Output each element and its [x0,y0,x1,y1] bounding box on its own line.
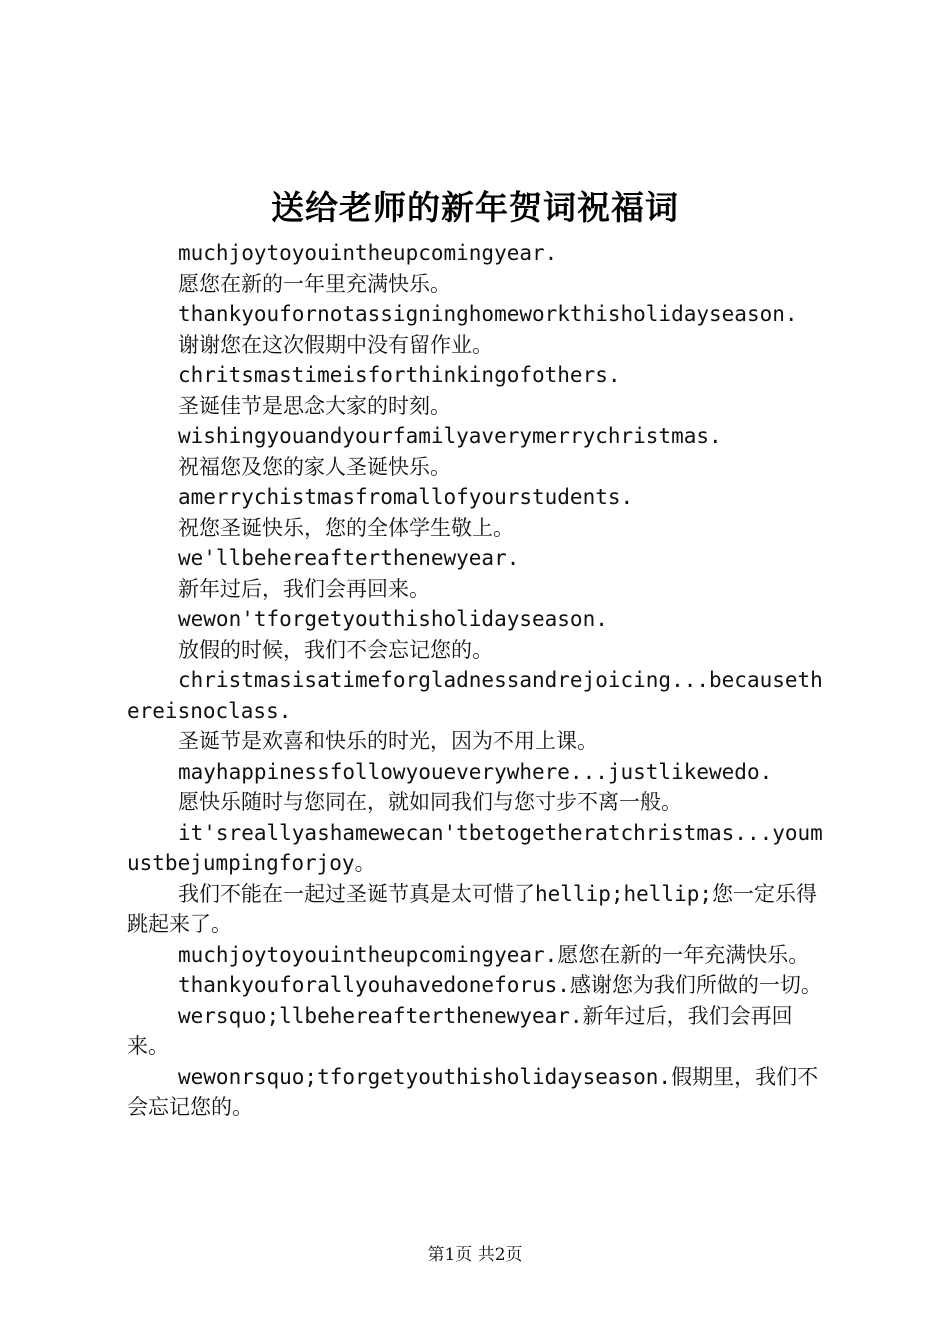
paragraph: 祝福您及您的家人圣诞快乐。 [178,454,451,479]
paragraph: 我们不能在一起过圣诞节真是太可惜了hellip;hellip;您一定乐得跳起来了。 [127,881,818,936]
paragraph: thankyouforallyouhavedoneforus.感谢您为我们所做的一切。 [178,973,822,997]
paragraph: 愿您在新的一年里充满快乐。 [178,271,451,296]
paragraph: muchjoytoyouintheupcomingyear. [178,241,558,265]
page-number-footer: 第1页 共2页 [427,1245,523,1265]
paragraph: amerrychistmasfromallofyourstudents. [178,485,634,509]
paragraph: muchjoytoyouintheupcomingyear.愿您在新的一年充满快乐。 [178,942,810,967]
paragraph: thankyoufornotassigninghomeworkthisholidayseason. [178,302,798,326]
paragraph: we'llbehereafterthenewyear. [178,546,520,570]
paragraph: 圣诞佳节是思念大家的时刻。 [178,393,451,418]
paragraph: wewon'tforgetyouthisholidayseason. [178,607,608,631]
paragraph: it'sreallyashamewecan'tbetogetheratchristmas...youmustbejumpingforjoy。 [127,820,823,875]
paragraph: 谢谢您在这次假期中没有留作业。 [178,332,493,357]
document-body [127,238,833,1123]
paragraph: 圣诞节是欢喜和快乐的时光，因为不用上课。 [178,729,598,753]
document-title: 送给老师的新年贺词祝福词 [271,188,679,227]
paragraph: christmasisatimeforgladnessandrejoicing...becausethereisnoclass. [127,668,823,723]
paragraph: 放假的时候，我们不会忘记您的。 [178,637,493,662]
paragraph: mayhappinessfollowyoueverywhere...justlikewedo. [178,759,773,784]
paragraph: wewonrsquo;tforgetyouthisholidayseason.假期里，我们不会忘记您的。 [127,1064,819,1119]
paragraph: 祝您圣诞快乐，您的全体学生敬上。 [178,515,514,540]
paragraph: 愿快乐随时与您同在，就如同我们与您寸步不离一般。 [178,790,682,814]
paragraph: 新年过后，我们会再回来。 [178,576,430,601]
paragraph: wersquo;llbehereafterthenewyear.新年过后，我们会再回来。 [127,1003,793,1058]
paragraph: wishingyouandyourfamilyaverymerrychristmas. [178,424,722,448]
paragraph: chritsmastimeisforthinkingofothers. [178,363,621,387]
